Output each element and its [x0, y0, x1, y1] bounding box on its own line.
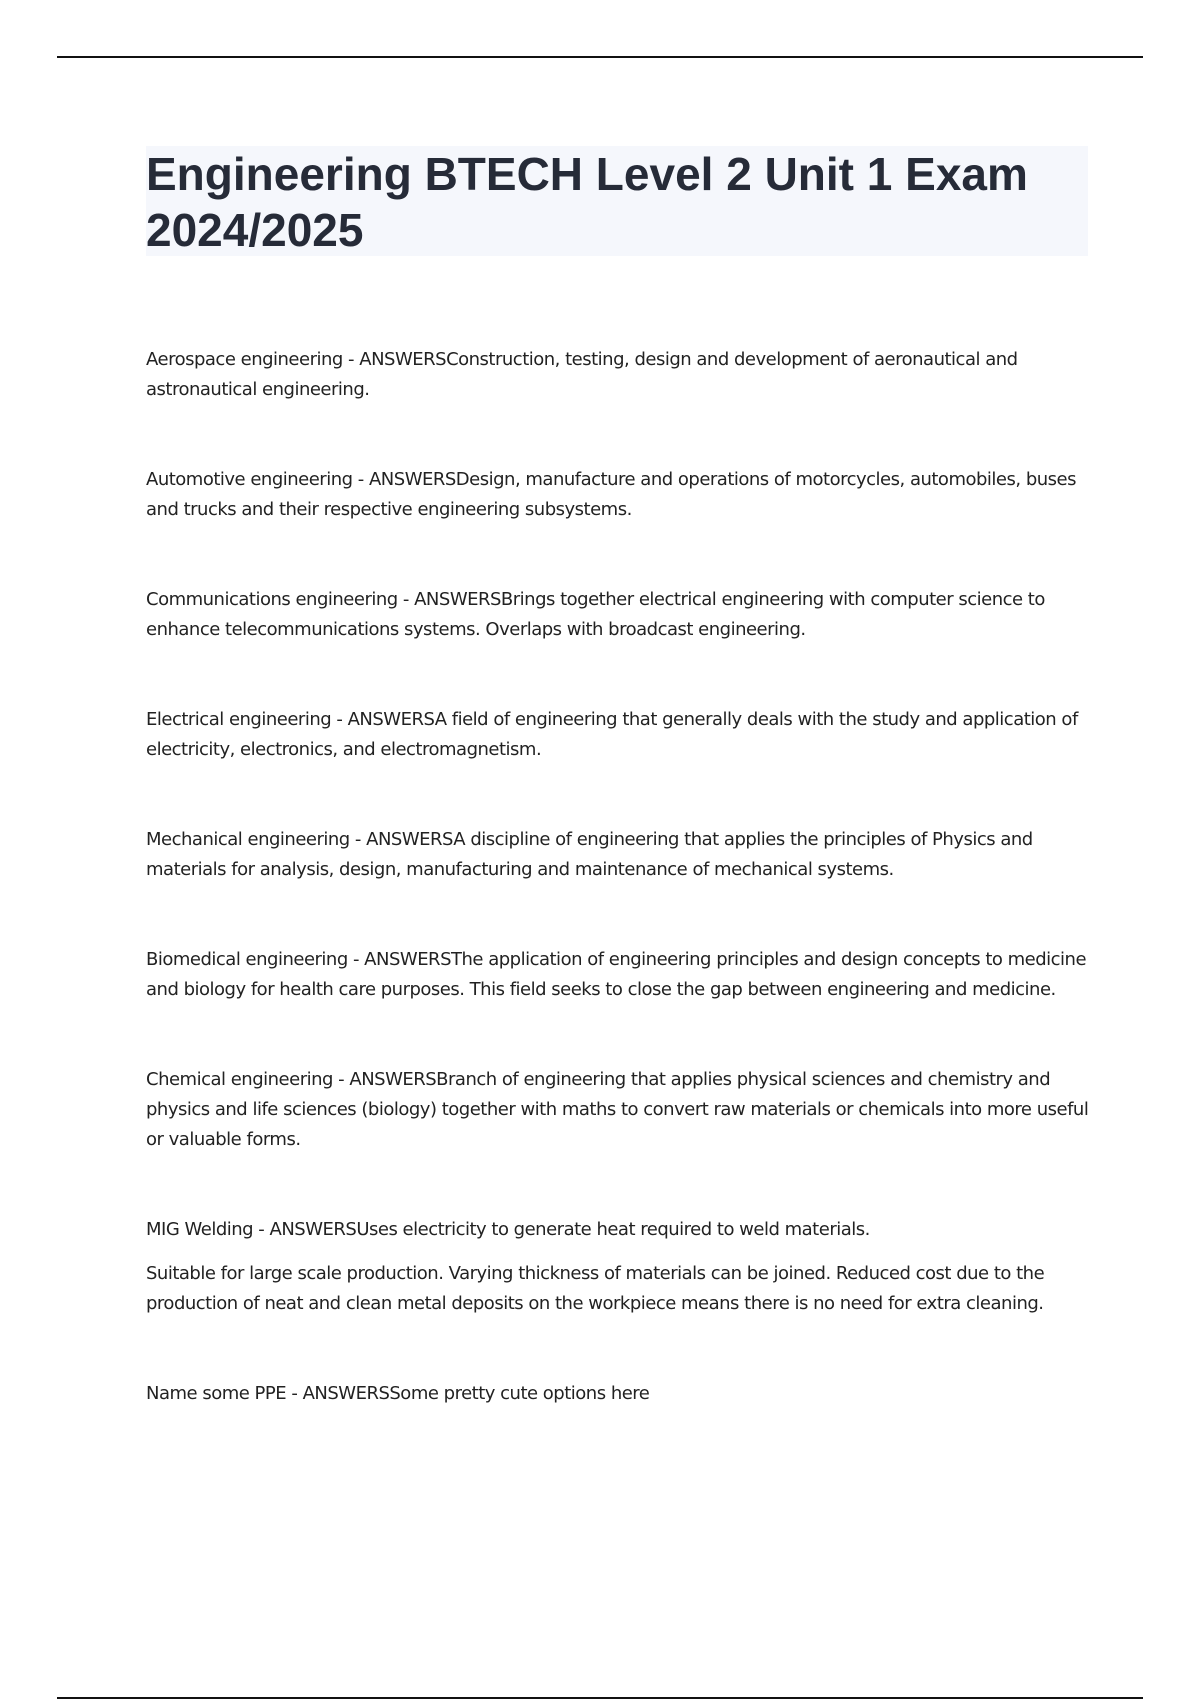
entry-mechanical: Mechanical engineering - ANSWERSA discipline of engineering that applies the principles of Physics and materials for analysis, design, manufacturing and maintenance of mechanical systems.: [146, 829, 1033, 880]
entry-ppe: Name some PPE - ANSWERSSome pretty cute options here: [146, 1383, 650, 1404]
entry-aerospace: Aerospace engineering - ANSWERSConstruction, testing, design and development of aeronautical and astronautical engineering.: [146, 349, 1018, 400]
header-rule: [57, 56, 1143, 58]
entry-mig-welding: MIG Welding - ANSWERSUses electricity to generate heat required to weld materials.: [146, 1219, 870, 1240]
entry-chemical: Chemical engineering - ANSWERSBranch of engineering that applies physical sciences and chemistry and physics and life sciences (biology) together with maths to convert raw materials or chemicals into more useful or valuable forms.: [146, 1069, 1089, 1150]
entry-automotive: Automotive engineering - ANSWERSDesign, manufacture and operations of motorcycles, automobiles, buses and trucks and their respective engineering subsystems.: [146, 469, 1076, 520]
footer-rule: [57, 1697, 1143, 1699]
entry-electrical: Electrical engineering - ANSWERSA field of engineering that generally deals with the study and application of electricity, electronics, and electromagnetism.: [146, 709, 1078, 760]
document-body: [146, 345, 1096, 1469]
entry-communications: Communications engineering - ANSWERSBrings together electrical engineering with computer science to enhance telecommunications systems. Overlaps with broadcast engineering.: [146, 589, 1045, 640]
document-title: Engineering BTECH Level 2 Unit 1 Exam 2024/2025: [146, 148, 1028, 256]
title-block: [146, 146, 1088, 256]
entry-biomedical: Biomedical engineering - ANSWERSThe application of engineering principles and design concepts to medicine and biology for health care purposes. This field seeks to close the gap between engineering and medicine.: [146, 949, 1087, 1000]
entry-mig-welding-details: Suitable for large scale production. Varying thickness of materials can be joined. Reduced cost due to the production of neat and clean metal deposits on the workpiece means there is no need for extra cleaning.: [146, 1263, 1045, 1314]
